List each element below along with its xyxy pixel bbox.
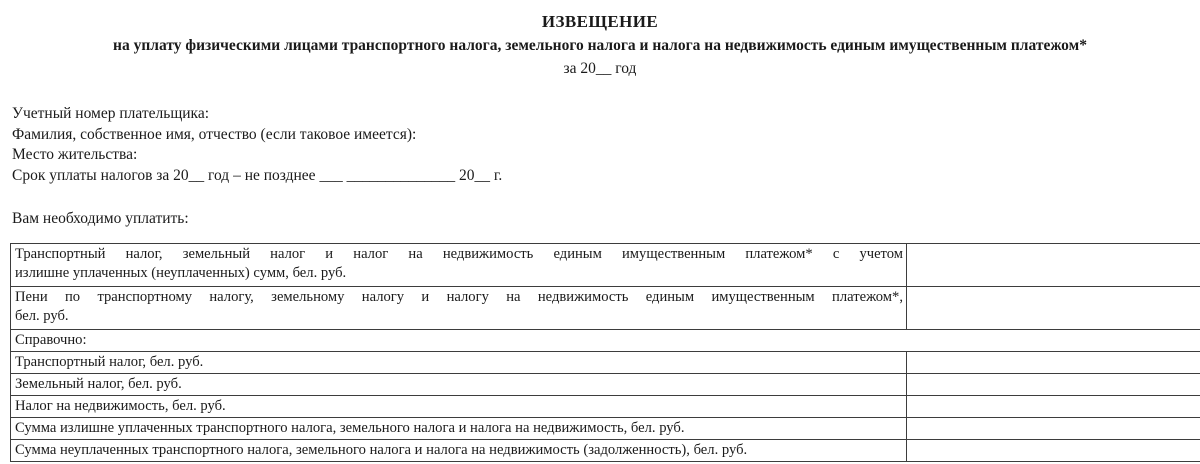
table-row (11, 374, 1200, 396)
tax-amounts-table-wrapper (10, 243, 1190, 462)
document-subtitle: на уплату физическими лицами транспортного налога, земельного налога и налога на недвижимость единым имущественным платежом* (0, 36, 1200, 56)
document-period: за 20__ год (0, 59, 1200, 79)
table-row (11, 396, 1200, 418)
row-value-unpaid-sum[interactable] (907, 440, 1200, 462)
row-label-land-tax: Земельный налог, бел. руб. (11, 374, 907, 396)
row-value-property-tax[interactable] (907, 396, 1200, 418)
document-page (0, 12, 1200, 464)
row-label-property-tax: Налог на недвижимость, бел. руб. (11, 396, 907, 418)
row-label-combined-tax (11, 244, 907, 287)
row-value-overpaid-sum[interactable] (907, 418, 1200, 440)
payer-fullname-label: Фамилия, собственное имя, отчество (если таковое имеется): (12, 125, 1200, 146)
row-label-line-2: излишне уплаченных (неуплаченных) сумм, бел. руб. (15, 264, 903, 283)
row-value-land-tax[interactable] (907, 374, 1200, 396)
row-label-unpaid-sum: Сумма неуплаченных транспортного налога, земельного налога и налога на недвижимость (задолженность), бел. руб. (11, 440, 907, 462)
table-row (11, 244, 1200, 287)
row-label-reference-header: Справочно: (11, 330, 1200, 352)
table-row (11, 330, 1200, 352)
row-label-line-1: Пени по транспортному налогу, земельному налогу и налогу на недвижимость единым имущественным платежом*, (15, 288, 903, 307)
document-title: ИЗВЕЩЕНИЕ (0, 12, 1200, 32)
row-value-penalties[interactable] (907, 287, 1200, 330)
table-row (11, 418, 1200, 440)
payer-residence-label: Место жительства: (12, 145, 1200, 166)
row-value-combined-tax[interactable] (907, 244, 1200, 287)
row-label-overpaid-sum: Сумма излишне уплаченных транспортного налога, земельного налога и налога на недвижимость, бел. руб. (11, 418, 907, 440)
payment-due-date-label: Срок уплаты налогов за 20__ год – не позднее ___ ______________ 20__ г. (12, 166, 1200, 187)
payment-instruction-text: Вам необходимо уплатить: (12, 209, 1200, 229)
table-row (11, 440, 1200, 462)
row-label-transport-tax: Транспортный налог, бел. руб. (11, 352, 907, 374)
row-label-line-1: Транспортный налог, земельный налог и налог на недвижимость единым имущественным платежом* с учетом (15, 245, 903, 264)
tax-amounts-table (10, 243, 1200, 462)
payer-info-block (12, 104, 1200, 186)
row-label-penalties (11, 287, 907, 330)
payer-number-label: Учетный номер плательщика: (12, 104, 1200, 125)
row-value-transport-tax[interactable] (907, 352, 1200, 374)
table-row (11, 352, 1200, 374)
table-row (11, 287, 1200, 330)
row-label-line-2: бел. руб. (15, 307, 903, 326)
